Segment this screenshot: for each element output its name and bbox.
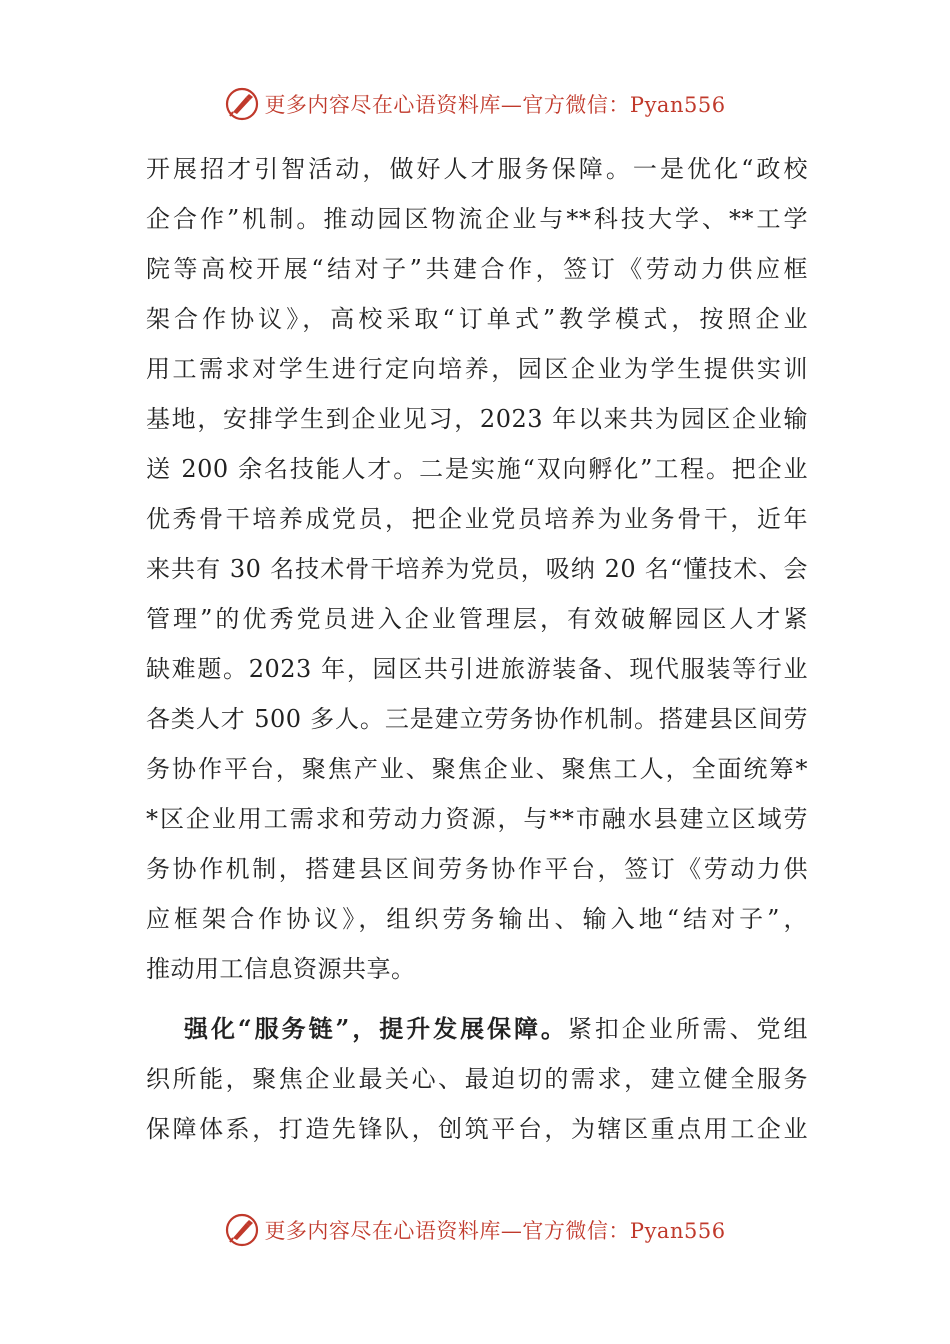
text-line: 缺难题。2023 年，园区共引进旅游装备、现代服装等行业	[146, 655, 808, 683]
text-line: 用工需求对学生进行定向培养，园区企业为学生提供实训	[146, 355, 808, 383]
footer-banner-text: 更多内容尽在心语资料库—官方微信：Pyan556	[264, 1219, 726, 1243]
text-line: 管理”的优秀党员进入企业管理层，有效破解园区人才紧	[146, 605, 808, 633]
paragraph-gap	[146, 994, 808, 1004]
text-line: 各类人才 500 多人。三是建立劳务协作机制。搭建县区间劳	[146, 705, 808, 733]
text-line: 院等高校开展“结对子”共建合作，签订《劳动力供应框	[146, 255, 808, 283]
header-banner-text: 更多内容尽在心语资料库—官方微信：Pyan556	[264, 93, 726, 117]
text-line: 基地，安排学生到企业见习，2023 年以来共为园区企业输	[146, 405, 808, 433]
text-line: 来共有 30 名技术骨干培养为党员，吸纳 20 名“懂技术、会	[146, 555, 808, 583]
text-line: 送 200 余名技能人才。二是实施“双向孵化”工程。把企业	[146, 455, 808, 483]
text-line: 保障体系，打造先锋队，创筑平台，为辖区重点用工企业	[146, 1115, 808, 1143]
text-line: 架合作协议》，高校采取“订单式”教学模式，按照企业	[146, 305, 808, 333]
text-line: 推动用工信息资源共享。	[146, 955, 416, 983]
paragraph-heading: 强化“服务链”，提升发展保障。	[184, 1014, 568, 1043]
text-line: 优秀骨干培养成党员，把企业党员培养为业务骨干，近年	[146, 505, 808, 533]
pen-nib-seal-icon	[224, 1212, 260, 1248]
header-banner	[0, 84, 950, 124]
text-line: *区企业用工需求和劳动力资源，与**市融水县建立区域劳	[146, 805, 808, 833]
text-line: 应框架合作协议》，组织劳务输出、输入地“结对子”，	[146, 905, 808, 933]
pen-nib-seal-icon	[224, 86, 260, 122]
text-line: 企合作”机制。推动园区物流企业与**科技大学、**工学	[146, 205, 808, 233]
text-line: 开展招才引智活动，做好人才服务保障。一是优化“政校	[146, 155, 808, 183]
text-line: 织所能，聚焦企业最关心、最迫切的需求，建立健全服务	[146, 1065, 808, 1093]
text-line: 务协作机制，搭建县区间劳务协作平台，签订《劳动力供	[146, 855, 808, 883]
text-line-rest: 紧扣企业所需、党组	[567, 1015, 809, 1043]
document-body	[146, 144, 808, 1154]
paragraph-heading-line	[146, 1004, 808, 1054]
text-line: 务协作平台，聚焦产业、聚焦企业、聚焦工人，全面统筹*	[146, 755, 808, 783]
footer-banner	[0, 1210, 950, 1250]
